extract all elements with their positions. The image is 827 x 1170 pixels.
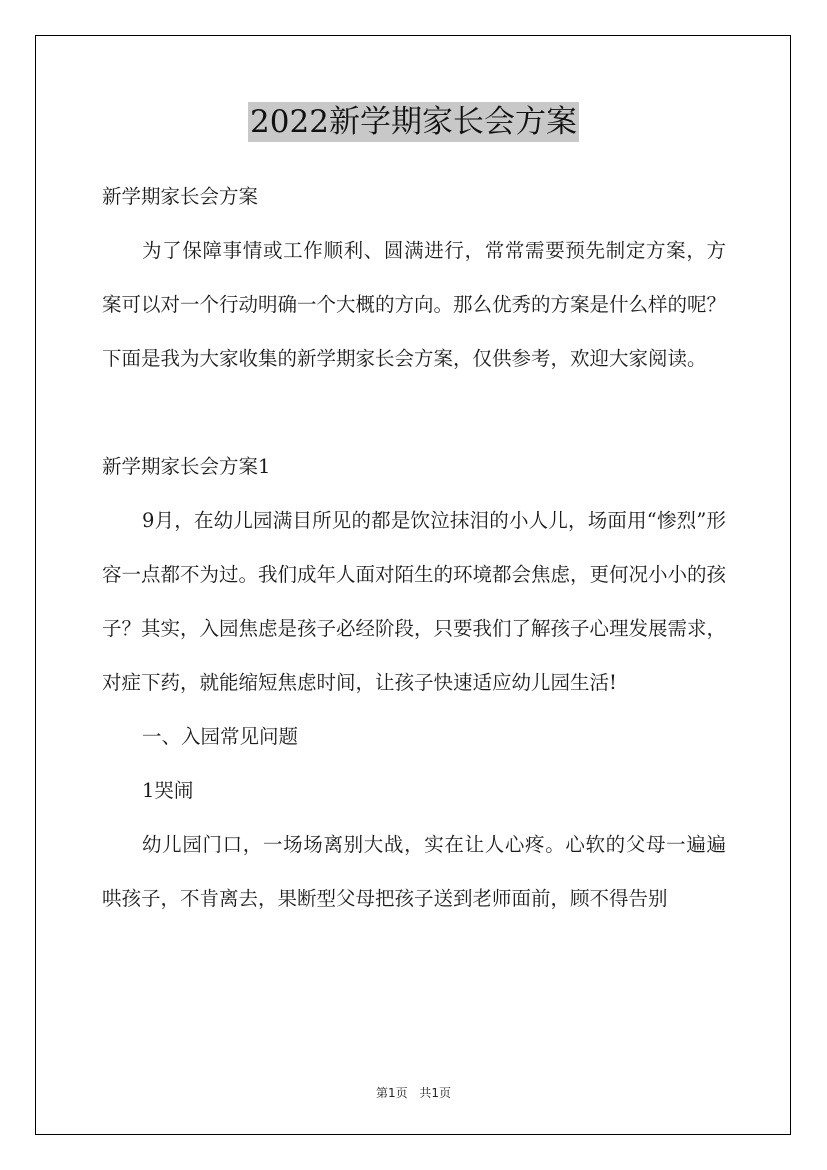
section-heading: 新学期家长会方案1 xyxy=(102,455,271,478)
intro-paragraph: 为了保障事情或工作顺利、圆满进行，常常需要预先制定方案，方案可以对一个行动明确一个大概的方向。那么优秀的方案是什么样的呢？下面是我为大家收集的新学期家长会方案，仅供参考，欢迎大家阅读。 xyxy=(102,239,727,370)
paragraph: 9月，在幼儿园满目所见的都是饮泣抹泪的小人儿，场面用“惨烈”形容一点都不为过。我们成年人面对陌生的环境都会焦虑，更何况小小的孩子？其实，入园焦虑是孩子必经阶段，只要我们了解孩子心理发展需求，对症下药，就能缩短焦虑时间，让孩子快速适应幼儿园生活! xyxy=(102,509,727,694)
spacer xyxy=(102,386,726,440)
document-body xyxy=(102,170,726,926)
paragraph: 幼儿园门口，一场场离别大战，实在让人心疼。心软的父母一遍遍哄孩子，不肯离去，果断型父母把孩子送到老师面前，顾不得告别 xyxy=(102,833,726,910)
document-title: 2022新学期家长会方案 xyxy=(250,104,577,140)
page-footer xyxy=(0,1084,827,1101)
page-number: 第1页 xyxy=(375,1086,408,1100)
list-item: 1哭闹 xyxy=(142,779,194,802)
subtitle: 新学期家长会方案 xyxy=(102,185,259,208)
subheading: 一、入园常见问题 xyxy=(142,725,299,748)
page-total: 共1页 xyxy=(419,1086,452,1100)
title-area xyxy=(0,102,827,142)
